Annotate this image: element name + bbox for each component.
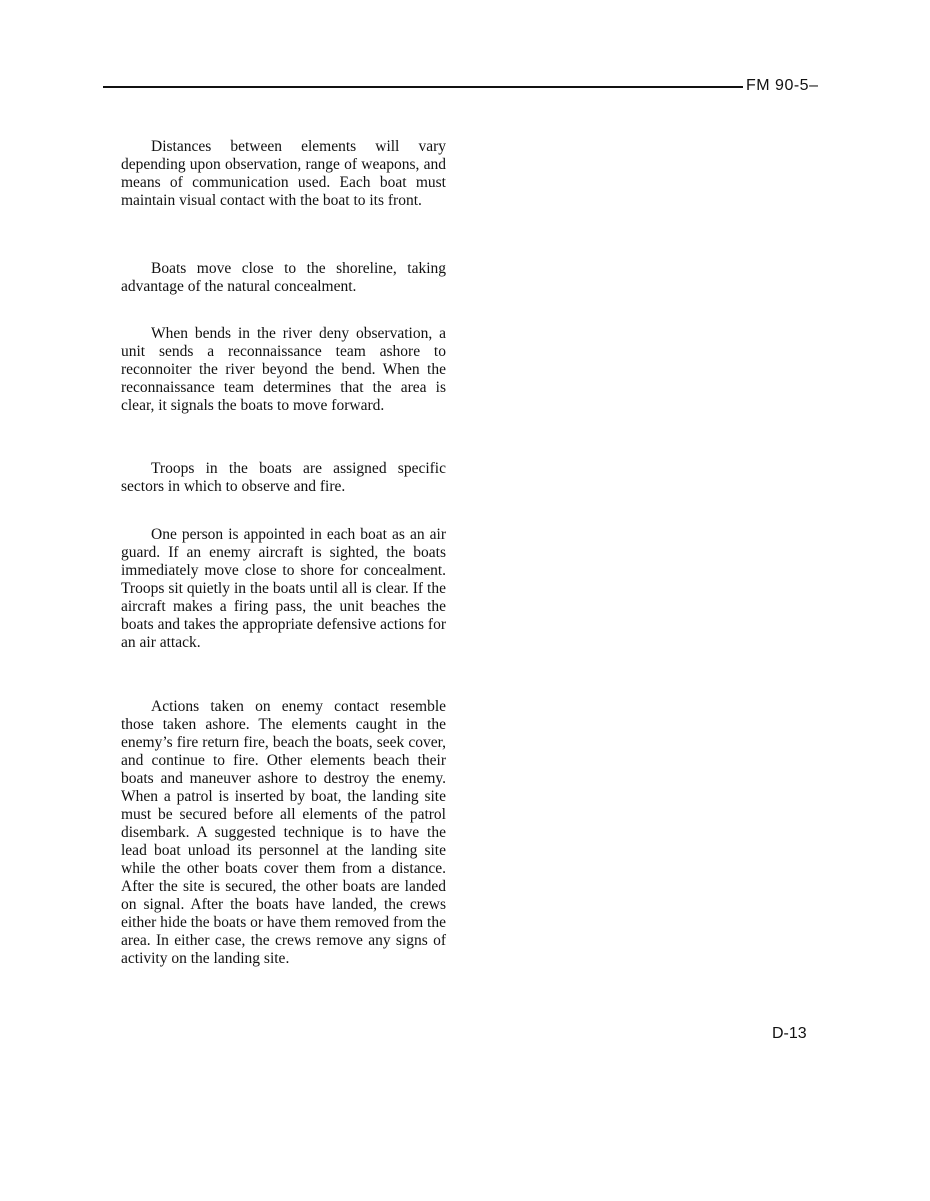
header-rule — [103, 86, 743, 88]
paragraph-air-guard: One person is appointed in each boat as an air guard. If an enemy aircraft is sighted, the boats immediately move close to shore for concealment. Troops sit quietly in the boats until all is clear. If the aircraft makes a firing pass, the unit beaches the boats and takes the appropriate defensive actions for an air attack. — [121, 526, 446, 651]
paragraph-enemy-contact: Actions taken on enemy contact resemble those taken ashore. The elements caught in the enemy’s fire return fire, beach the boats, seek cover, and continue to fire. Other elements beach their boats and maneuver ashore to destroy the enemy. When a patrol is inserted by boat, the landing site must be secured before all elements of the patrol disembark. A suggested technique is to have the lead boat unload its personnel at the landing site while the other boats cover them from a distance. After the site is secured, the other boats are landed on signal. After the boats have landed, the crews either hide the boats or have them removed from the area. In either case, the crews remove any signs of activity on the landing site. — [121, 698, 446, 967]
paragraph-river-bends: When bends in the river deny observation, a unit sends a reconnaissance team ashore to reconnoiter the river beyond the bend. When the reconnaissance team determines that the area is clear, it signals the boats to move forward. — [121, 325, 446, 414]
page-number: D-13 — [772, 1025, 807, 1042]
paragraph-element-distances: Distances between elements will vary depending upon observation, range of weapons, and means of communication used. Each boat must maintain visual contact with the boat to its front. — [121, 138, 446, 209]
manual-designation: FM 90-5– — [746, 77, 819, 94]
paragraph-observation-sectors: Troops in the boats are assigned specific sectors in which to observe and fire. — [121, 460, 446, 495]
paragraph-shoreline-movement: Boats move close to the shoreline, taking advantage of the natural concealment. — [121, 260, 446, 295]
